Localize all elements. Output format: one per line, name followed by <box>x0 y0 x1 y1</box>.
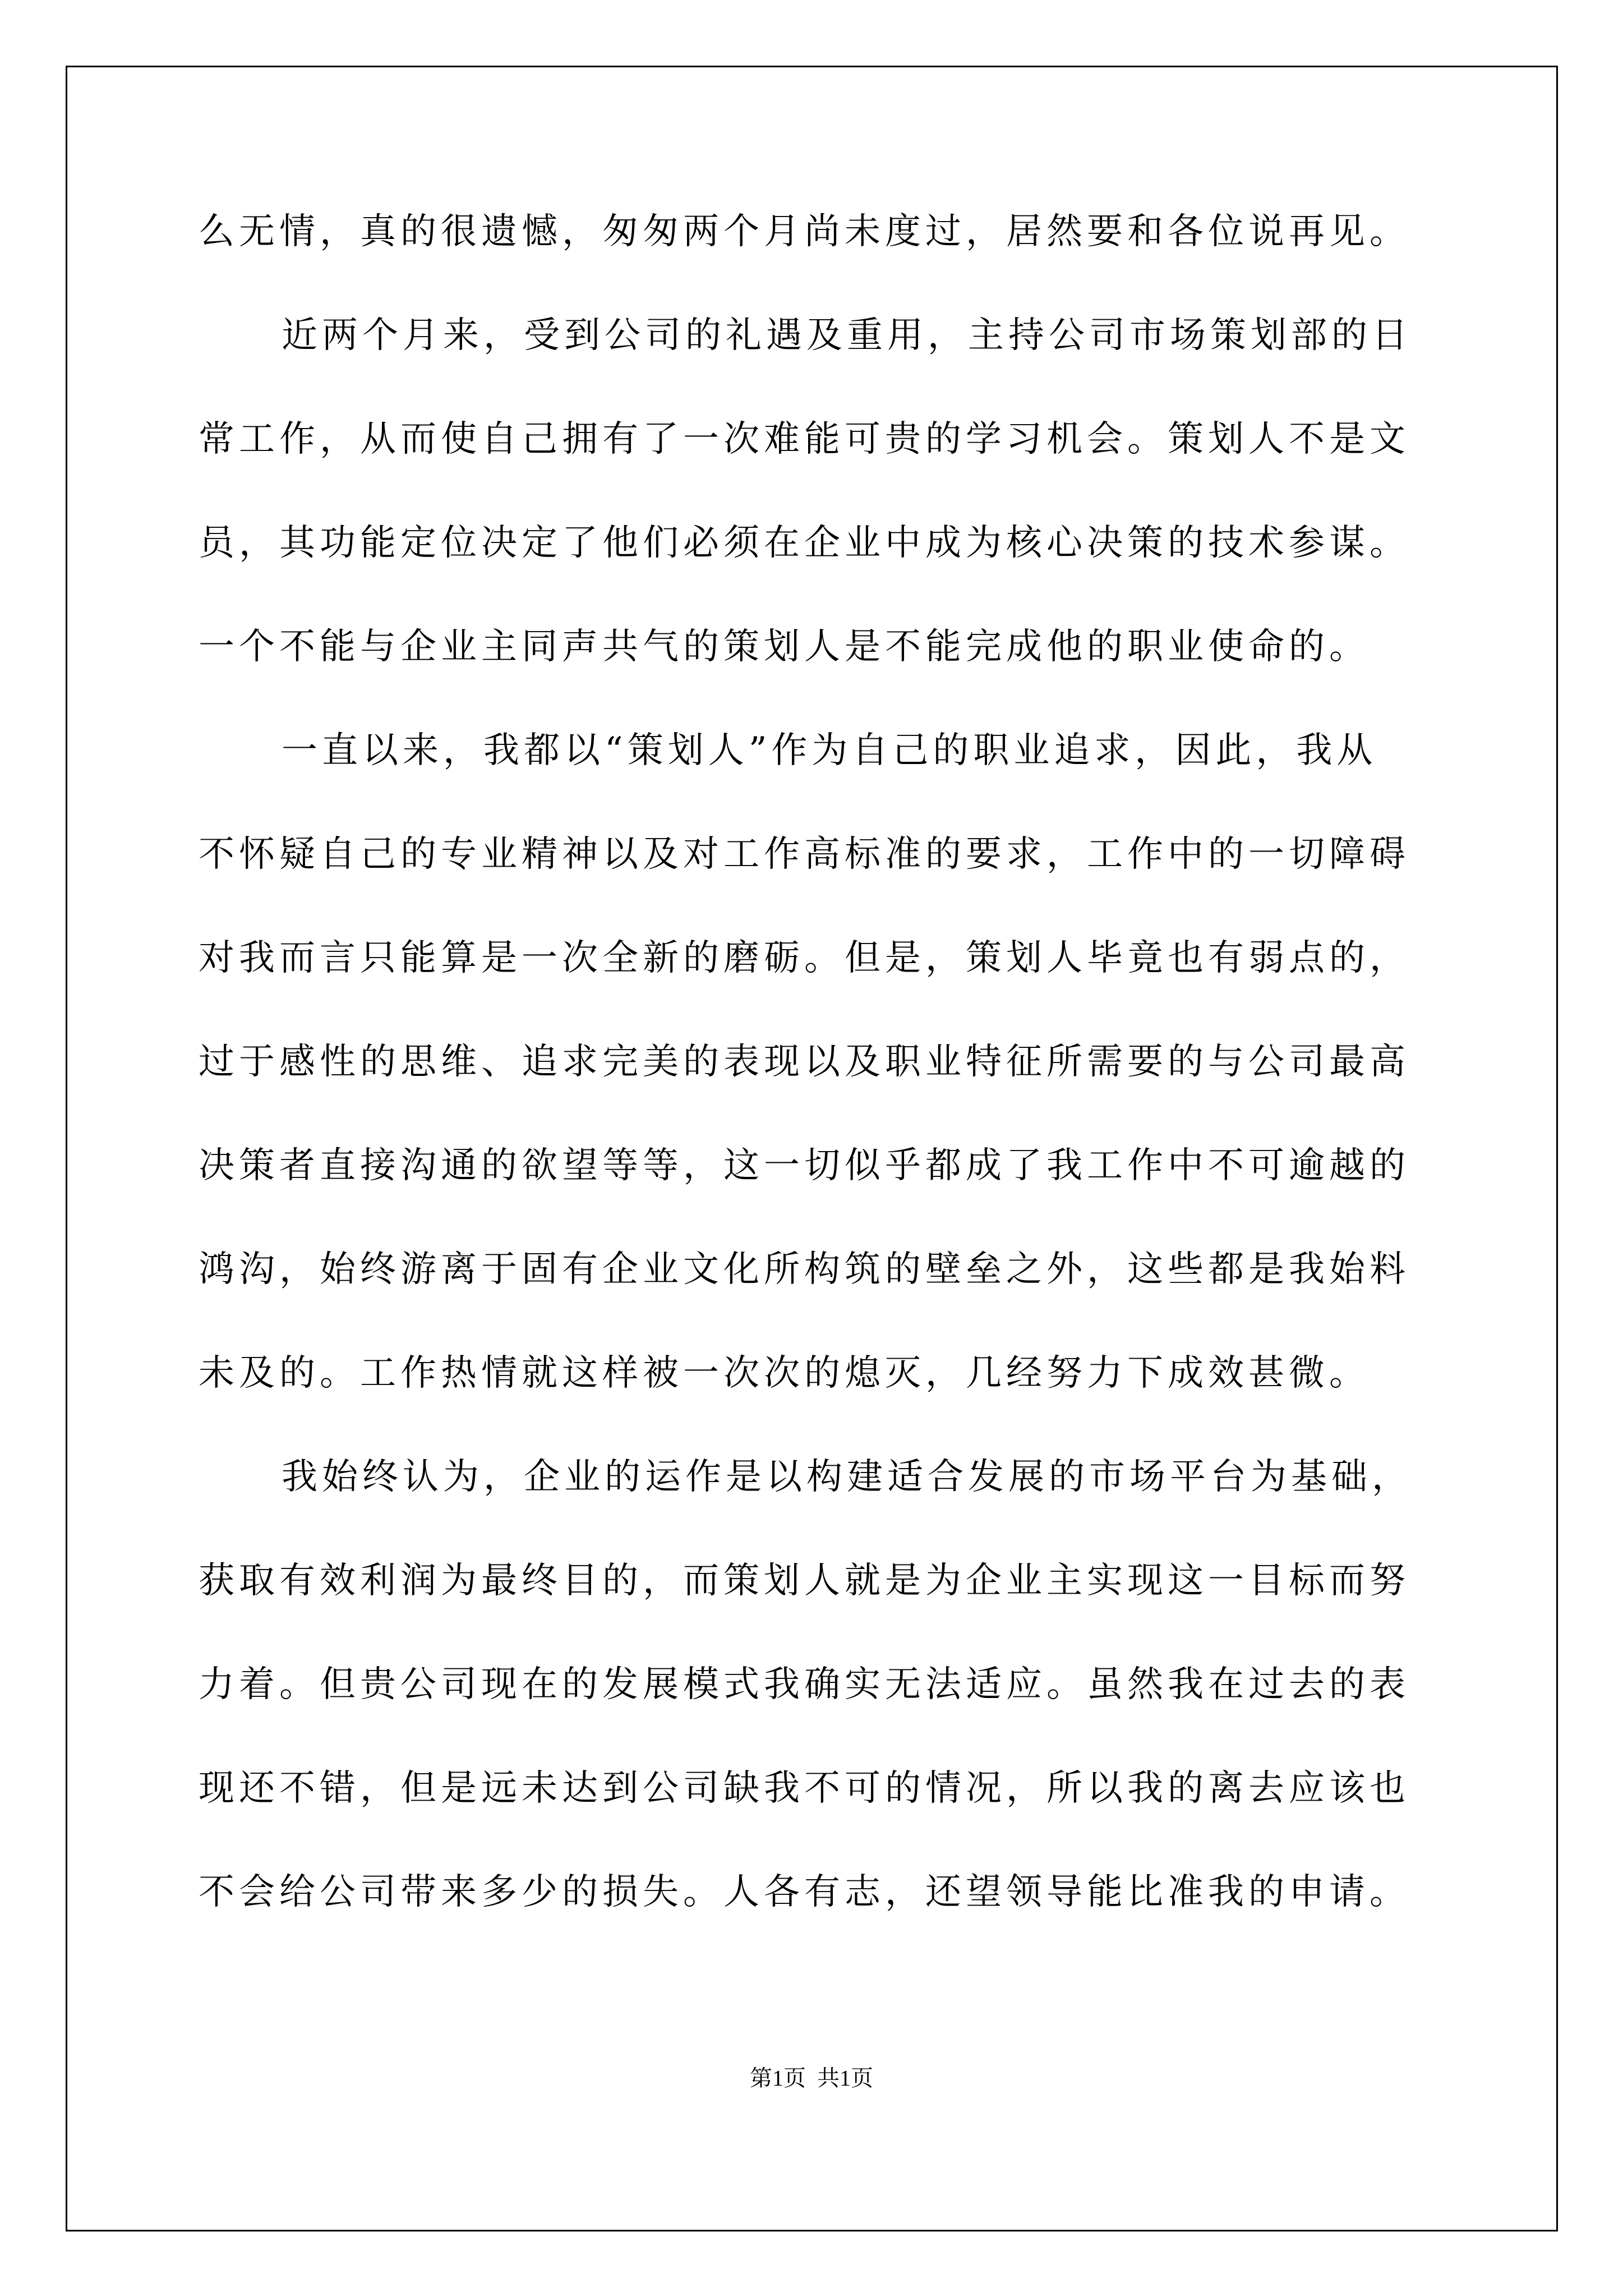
page-number-footer: 第1页 共1页 <box>750 2065 873 2091</box>
paragraph-first-line: 一直以来，我都以“策划人”作为自己的职业追求，因此，我从 <box>282 730 1377 771</box>
text-line: 未及的。工作热情就这样被一次次的熄灭，几经努力下成效甚微。 <box>199 1352 1370 1394</box>
text-line: 不怀疑自己的专业精神以及对工作高标准的要求，工作中的一切障碍 <box>199 834 1410 875</box>
text-line: 现还不错，但是远未达到公司缺我不可的情况，所以我的离去应该也 <box>199 1768 1410 1809</box>
text-line: 对我而言只能算是一次全新的磨砺。但是，策划人毕竟也有弱点的， <box>199 937 1410 979</box>
text-line: 么无情，真的很遗憾，匆匆两个月尚未度过，居然要和各位说再见。 <box>199 211 1410 252</box>
text-line: 获取有效利润为最终目的，而策划人就是为企业主实现这一目标而努 <box>199 1560 1410 1602</box>
text-line: 员，其功能定位决定了他们必须在企业中成为核心决策的技术参谋。 <box>199 522 1410 564</box>
text-line: 力着。但贵公司现在的发展模式我确实无法适应。虽然我在过去的表 <box>199 1664 1410 1705</box>
text-line: 鸿沟，始终游离于固有企业文化所构筑的壁垒之外，这些都是我始料 <box>199 1249 1410 1290</box>
text-line: 一个不能与企业主同声共气的策划人是不能完成他的职业使命的。 <box>199 626 1370 668</box>
text-line: 决策者直接沟通的欲望等等，这一切似乎都成了我工作中不可逾越的 <box>199 1145 1410 1186</box>
paragraph-first-line: 我始终认为，企业的运作是以构建适合发展的市场平台为基础， <box>282 1456 1412 1498</box>
text-line: 过于感性的思维、追求完美的表现以及职业特征所需要的与公司最高 <box>199 1041 1410 1083</box>
text-line: 不会给公司带来多少的损失。人各有志，还望领导能比准我的申请。 <box>199 1871 1410 1913</box>
text-line: 常工作，从而使自己拥有了一次难能可贵的学习机会。策划人不是文 <box>199 418 1410 460</box>
paragraph-first-line: 近两个月来，受到公司的礼遇及重用，主持公司市场策划部的日 <box>282 315 1412 356</box>
